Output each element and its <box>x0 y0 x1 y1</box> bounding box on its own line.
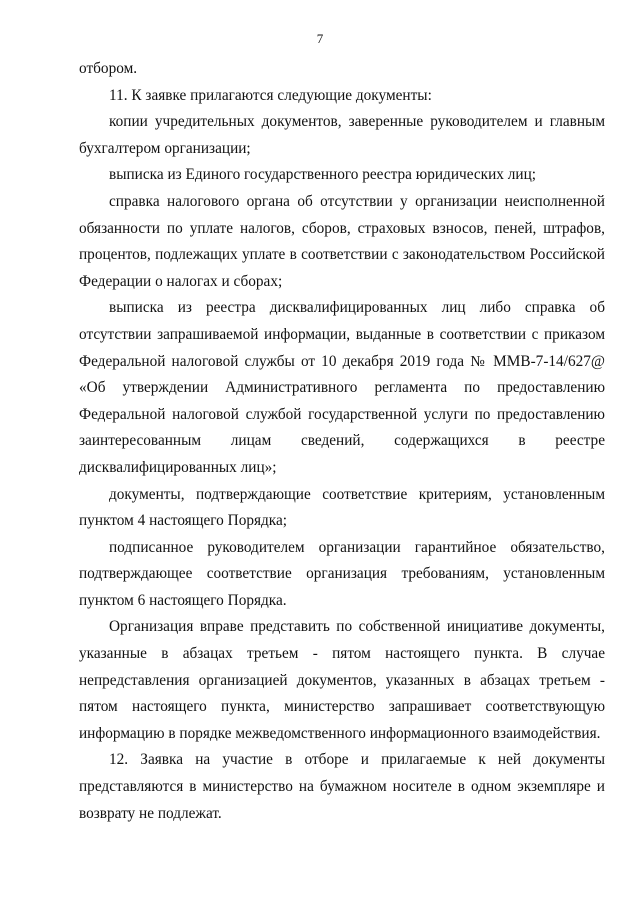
document-body <box>79 56 605 827</box>
paragraph-registry-extract: выписка из Единого государственного реестра юридических лиц; <box>109 166 537 184</box>
page-number: 7 <box>316 31 324 46</box>
paragraph-guarantee-obligation: подписанное руководителем организации гарантийное обязательство, подтверждающее соответствие организация требованиям, установленным пунктом 6 настоящего Порядка. <box>79 538 605 609</box>
paragraph-tax-certificate: справка налогового органа об отсутствии у организации неисполненной обязанности по уплате налогов, сборов, страховых взносов, пеней, штрафов, процентов, подлежащих уплате в соответствии с законодательством Российской Федерации о налогах и сборах; <box>79 192 605 290</box>
paragraph-item-12: 12. Заявка на участие в отборе и прилагаемые к ней документы представляются в министерство на бумажном носителе в одном экземпляре и возврату не подлежат. <box>79 751 605 822</box>
paragraph-item-11-heading: 11. К заявке прилагаются следующие документы: <box>109 86 432 104</box>
paragraph-criteria-documents: документы, подтверждающие соответствие критериям, установленным пунктом 4 настоящего Порядка; <box>79 485 605 530</box>
paragraph-founding-documents: копии учредительных документов, заверенные руководителем и главным бухгалтером организации; <box>79 113 605 157</box>
paragraph-disqualified-registry: выписка из реестра дисквалифицированных лиц либо справка об отсутствии запрашиваемой информации, выданные в соответствии с приказом Федеральной налоговой службы от 10 декабря 2019 года № ММВ-7-14/627@ «Об утверждении Административного регламента по предоставлению Федеральной налоговой службой государственной услуги по предоставлению заинтересованным лицам сведений, содержащихся в реестре дисквалифицированных лиц»; <box>79 299 605 476</box>
paragraph-continuation: отбором. <box>79 60 138 77</box>
paragraph-own-initiative: Организация вправе представить по собственной инициативе документы, указанные в абзацах третьем - пятом настоящего пункта. В случае непредставления организацией документов, указанных в абзацах третьем - пятом настоящего пункта, министерство запрашивает соответствующую информацию в порядке межведомственного информационного взаимодействия. <box>79 618 605 742</box>
